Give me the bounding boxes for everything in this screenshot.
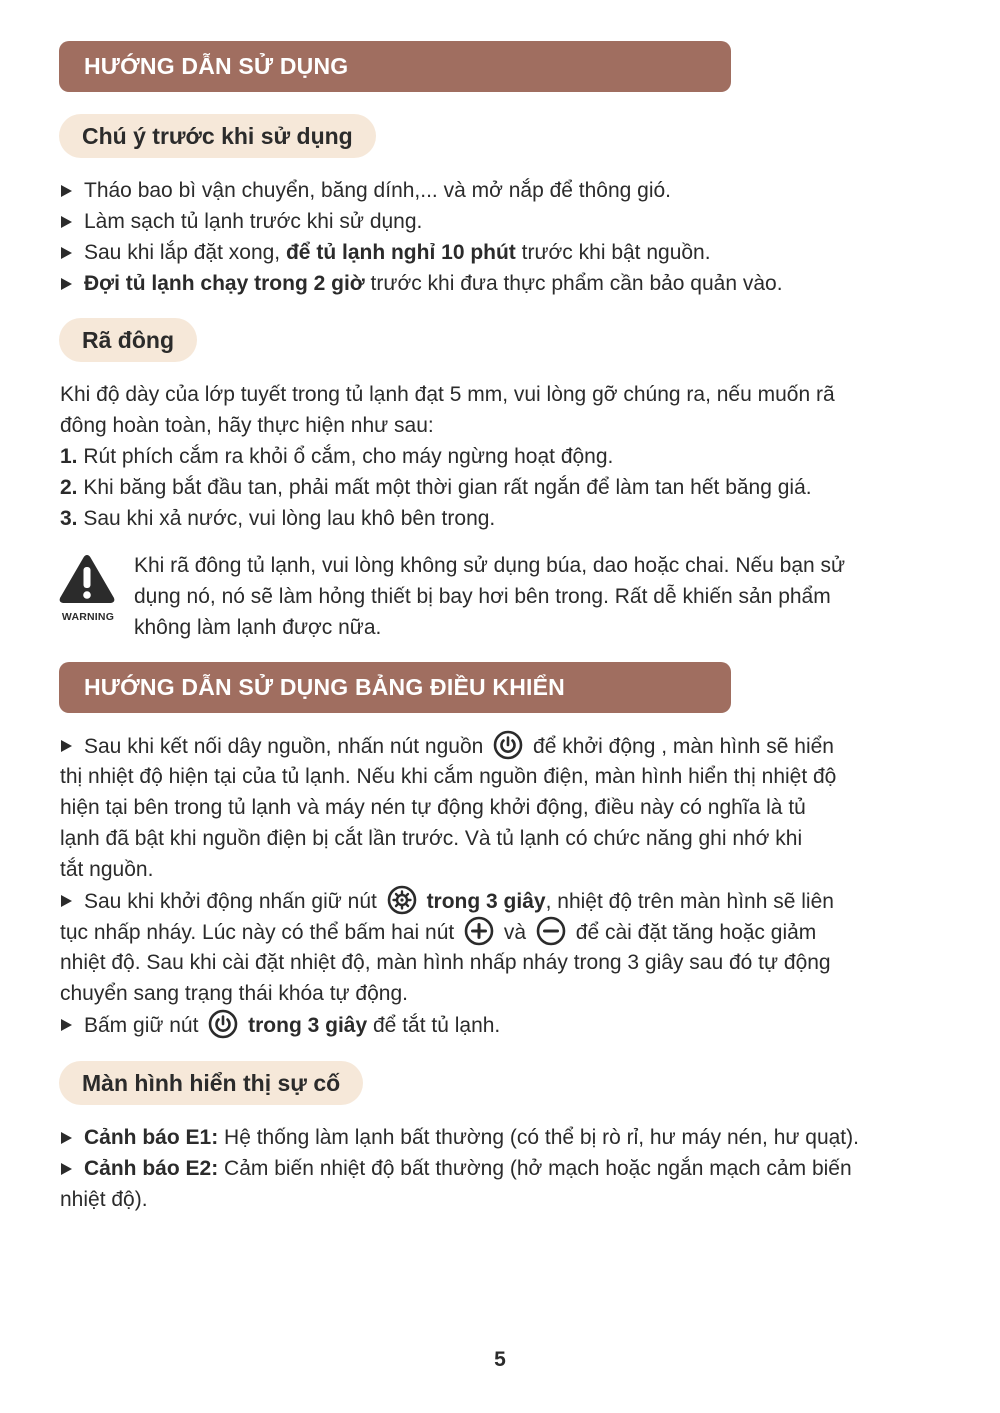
paragraph-line: thị nhiệt độ hiện tại của tủ lạnh. Nếu khi cắm nguồn điện, màn hình hiển thị nhiệt độ	[60, 765, 837, 788]
paragraph-line: hiện tại bên trong tủ lạnh và máy nén tự động khởi động, điều này có nghĩa là tủ	[60, 796, 806, 819]
paragraph-line: đông hoàn toàn, hãy thực hiện như sau:	[60, 414, 434, 437]
minus-icon	[536, 916, 566, 946]
paragraph-line: lạnh đã bật khi nguồn điện bị cắt lần trước. Và tủ lạnh có chức năng ghi nhớ khi	[60, 827, 803, 850]
warning-label: WARNING	[61, 611, 115, 623]
list-item: Làm sạch tủ lạnh trước khi sử dụng.	[60, 206, 984, 237]
list-item: Bấm giữ nút trong 3 giây để tắt tủ lạnh.	[60, 1009, 984, 1041]
list-item: Cảnh báo E1: Hệ thống làm lạnh bất thường (có thể bị rò rỉ, hư máy nén, hư quạt).	[60, 1122, 984, 1153]
list-item: Tháo bao bì vận chuyển, băng dính,... và mở nắp để thông gió.	[60, 175, 984, 206]
subheading-error-display: Màn hình hiển thị sự cố	[59, 1061, 363, 1105]
power-icon	[208, 1009, 238, 1039]
subheading-defrost: Rã đông	[59, 318, 197, 362]
paragraph-line: nhiệt độ).	[60, 1188, 148, 1211]
list-item: Cảnh báo E2: Cảm biến nhiệt độ bất thường (hở mạch hoặc ngắn mạch cảm biến	[60, 1153, 984, 1184]
subheading-precautions: Chú ý trước khi sử dụng	[59, 114, 376, 158]
paragraph-line: Khi độ dày của lớp tuyết trong tủ lạnh đạt 5 mm, vui lòng gỡ chúng ra, nếu muốn rã	[60, 383, 835, 406]
section-header-control-panel: HƯỚNG DẪN SỬ DỤNG BẢNG ĐIỀU KHIỂN	[59, 662, 731, 713]
step-item: 2. Khi băng bắt đầu tan, phải mất một thời gian rất ngắn để làm tan hết băng giá.	[60, 476, 812, 499]
list-item: Đợi tủ lạnh chạy trong 2 giờ trước khi đưa thực phẩm cần bảo quản vào.	[60, 268, 984, 299]
warning-badge	[58, 553, 118, 628]
warning-text-line: không làm lạnh được nữa.	[134, 616, 382, 639]
paragraph-line: tắt nguồn.	[60, 858, 154, 881]
power-icon	[493, 730, 523, 760]
list-item: Sau khi kết nối dây nguồn, nhấn nút nguồn để khởi động , màn hình sẽ hiển	[60, 730, 984, 762]
warning-text-line: dụng nó, nó sẽ làm hỏng thiết bị bay hơi bên trong. Rất dễ khiến sản phẩm	[134, 585, 831, 608]
warning-text-line: Khi rã đông tủ lạnh, vui lòng không sử dụng búa, dao hoặc chai. Nếu bạn sử	[134, 554, 846, 577]
gear-icon	[387, 885, 417, 915]
section-header-usage: HƯỚNG DẪN SỬ DỤNG	[59, 41, 731, 92]
paragraph-line: chuyển sang trạng thái khóa tự động.	[60, 982, 408, 1005]
step-item: 3. Sau khi xả nước, vui lòng lau khô bên trong.	[60, 507, 496, 530]
paragraph-line: tục nhấp nháy. Lúc này có thể bấm hai nút và để cài đặt tăng hoặc giảm	[60, 916, 960, 948]
paragraph-line: nhiệt độ. Sau khi cài đặt nhiệt độ, màn hình nhấp nháy trong 3 giây sau đó tự động	[60, 951, 831, 974]
step-item: 1. Rút phích cắm ra khỏi ổ cắm, cho máy ngừng hoạt động.	[60, 445, 614, 468]
plus-icon	[464, 916, 494, 946]
warning-icon	[58, 553, 116, 605]
list-item: Sau khi khởi động nhấn giữ nút trong 3 giây, nhiệt độ trên màn hình sẽ liên	[60, 885, 984, 917]
list-item: Sau khi lắp đặt xong, để tủ lạnh nghỉ 10 phút trước khi bật nguồn.	[60, 237, 984, 268]
page-number: 5	[494, 1348, 506, 1371]
